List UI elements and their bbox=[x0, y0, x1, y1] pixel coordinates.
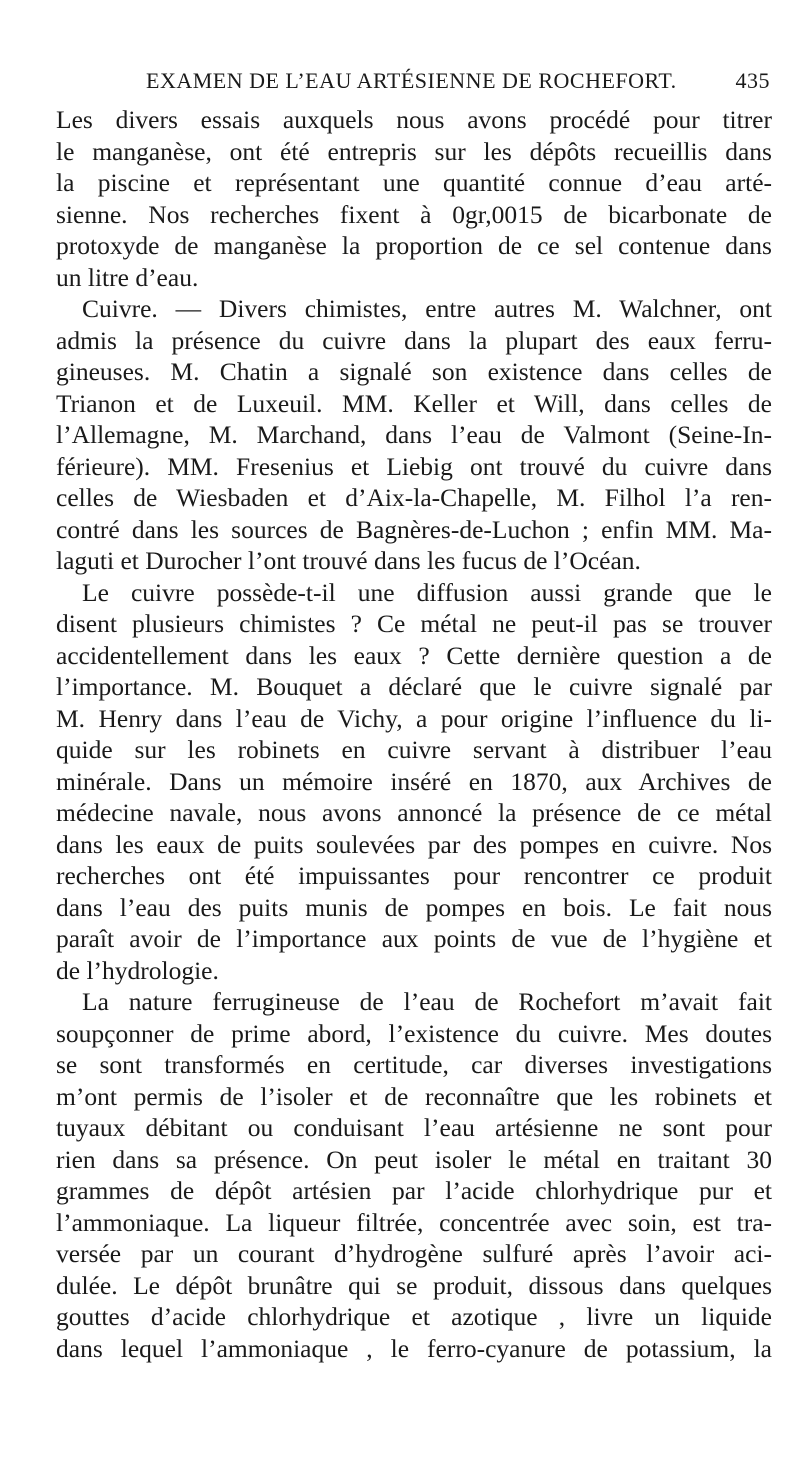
text-line: l’importance. M. Bouquet a déclaré que le cuivre signalé par bbox=[56, 672, 772, 701]
running-title: EXAMEN DE L’EAU ARTÉSIENNE DE ROCHEFORT. bbox=[146, 68, 677, 93]
text-line: tuyaux débitant ou conduisant l’eau artésienne ne sont pour bbox=[56, 1113, 772, 1142]
text-line: dans lequel l’ammoniaque , le ferro-cyanure de potassium, la bbox=[56, 1333, 772, 1363]
page-header bbox=[60, 68, 770, 102]
text-line: recherches ont été impuissantes pour rencontrer ce produit bbox=[56, 861, 772, 890]
text-line: Les divers essais auxquels nous avons procédé pour titrer bbox=[56, 105, 772, 134]
text-line: accidentellement dans les eaux ? Cette dernière question a de bbox=[56, 640, 772, 670]
text-line: dans l’eau des puits munis de pompes en bois. Le fait nous bbox=[56, 892, 772, 922]
text-line: dulée. Le dépôt brunâtre qui se produit, dissous dans quelques bbox=[56, 1270, 772, 1300]
text-line: m’ont permis de l’isoler et de reconnaître que les robinets et bbox=[56, 1081, 772, 1111]
text-line: un litre d’eau. bbox=[56, 262, 199, 292]
text-line: soupçonner de prime abord, l’existence du cuivre. Mes doutes bbox=[56, 1018, 772, 1048]
text-line: se sont transformés en certitude, car diverses investigations bbox=[56, 1050, 772, 1079]
text-line: protoxyde de manganèse la proportion de ce sel contenue dans bbox=[56, 231, 772, 260]
text-line: versée par un courant d’hydrogène sulfuré après l’avoir aci- bbox=[56, 1239, 772, 1268]
text-line: rien dans sa présence. On peut isoler le métal en traitant 30 bbox=[56, 1144, 772, 1174]
text-line: médecine navale, nous avons annoncé la présence de ce métal bbox=[56, 798, 772, 827]
text-line: minérale. Dans un mémoire inséré en 1870, aux Archives de bbox=[56, 766, 772, 796]
text-line: paraît avoir de l’importance aux points de vue de l’hygiène et bbox=[56, 924, 772, 953]
text-line: celles de Wiesbaden et d’Aix-la-Chapelle, M. Filhol l’a ren- bbox=[56, 483, 772, 512]
text-line: gineuses. M. Chatin a signalé son existence dans celles de bbox=[56, 357, 772, 386]
text-line: gouttes d’acide chlorhydrique et azotique , livre un liquide bbox=[56, 1302, 772, 1331]
text-line: laguti et Durocher l’ont trouvé dans les fucus de l’Océan. bbox=[56, 546, 641, 575]
text-line: quide sur les robinets en cuivre servant à distribuer l’eau bbox=[56, 735, 772, 764]
text-line: sienne. Nos recherches fixent à 0gr,0015 de bicarbonate de bbox=[56, 199, 772, 229]
text-line: Cuivre. — Divers chimistes, entre autres M. Walchner, ont bbox=[82, 294, 772, 323]
text-line: l’ammoniaque. La liqueur filtrée, concentrée avec soin, est tra- bbox=[56, 1207, 772, 1237]
text-line: grammes de dépôt artésien par l’acide chlorhydrique pur et bbox=[56, 1176, 772, 1205]
text-line: férieure). MM. Fresenius et Liebig ont trouvé du cuivre dans bbox=[56, 451, 772, 481]
text-line: dans les eaux de puits soulevées par des pompes en cuivre. Nos bbox=[56, 829, 772, 859]
text-line: admis la présence du cuivre dans la plupart des eaux ferru- bbox=[56, 325, 772, 355]
text-line: contré dans les sources de Bagnères-de-Luchon ; enfin MM. Ma- bbox=[56, 514, 772, 544]
text-line: l’Allemagne, M. Marchand, dans l’eau de Valmont (Seine-In- bbox=[56, 420, 772, 449]
text-line: La nature ferrugineuse de l’eau de Rochefort m’avait fait bbox=[82, 987, 772, 1016]
page-number: 435 bbox=[735, 68, 770, 93]
text-line: Trianon et de Luxeuil. MM. Keller et Will, dans celles de bbox=[56, 388, 772, 418]
text-line: le manganèse, ont été entrepris sur les dépôts recueillis dans bbox=[56, 136, 772, 166]
body-text bbox=[56, 104, 772, 1364]
text-line: de l’hydrologie. bbox=[56, 955, 219, 985]
text-line: la piscine et représentant une quantité connue d’eau arté- bbox=[56, 168, 772, 197]
text-line: M. Henry dans l’eau de Vichy, a pour origine l’influence du li- bbox=[56, 703, 772, 733]
text-line: disent plusieurs chimistes ? Ce métal ne peut-il pas se trouver bbox=[56, 609, 772, 638]
text-line: Le cuivre possède-t-il une diffusion aussi grande que le bbox=[82, 577, 772, 607]
